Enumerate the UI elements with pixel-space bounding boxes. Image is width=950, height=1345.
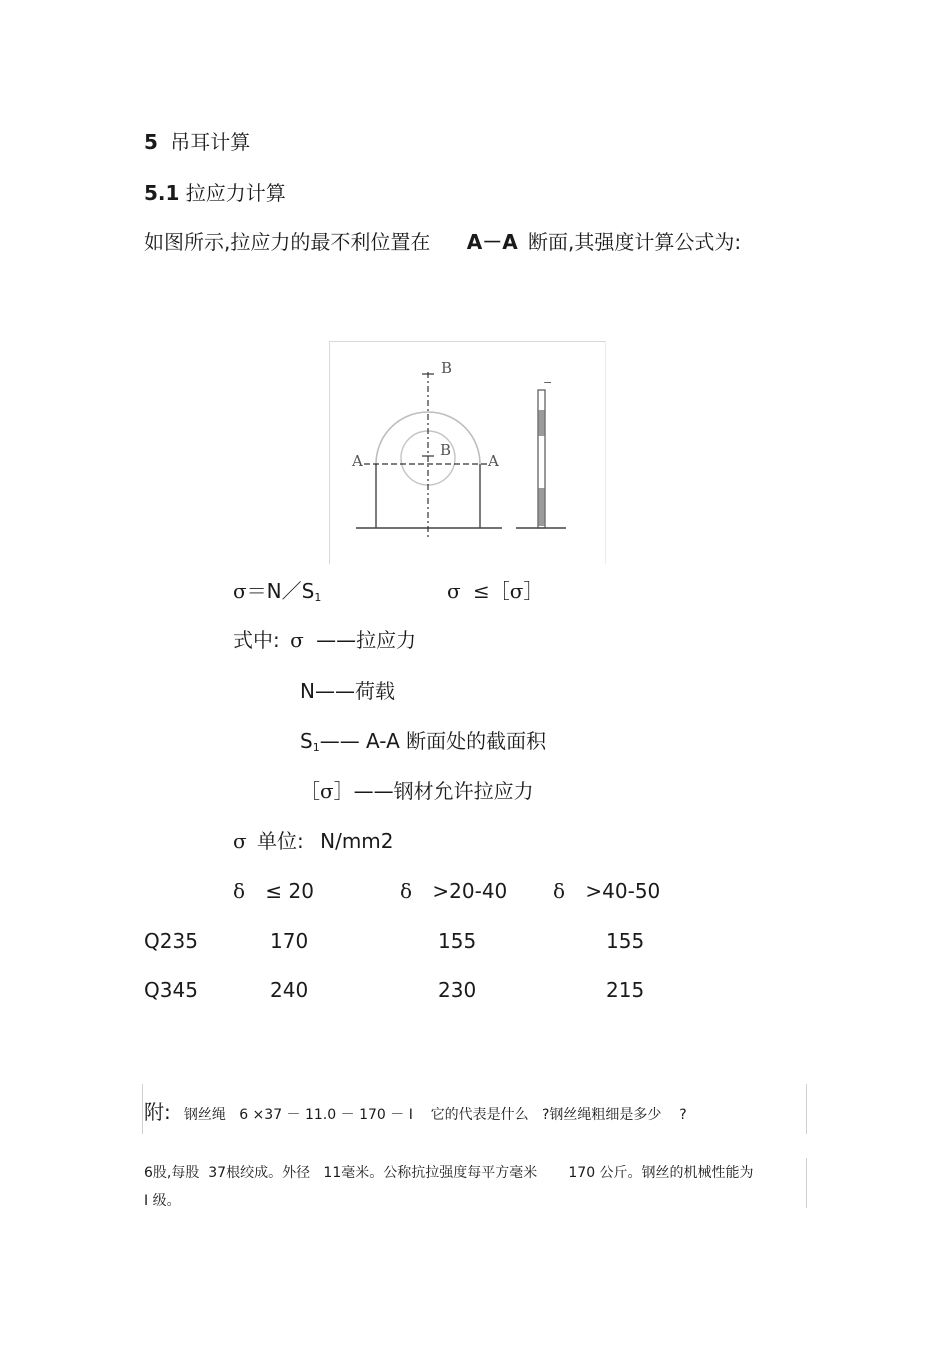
appendix-label: 附:: [144, 1100, 171, 1124]
where-label: 式中:: [233, 628, 280, 652]
section-5-heading: [144, 132, 250, 152]
formula-stress: [233, 581, 321, 603]
where-s-desc: —— A-A 断面处的截面积: [319, 729, 547, 753]
where-n: N——荷载: [300, 679, 395, 703]
table-cell: [270, 980, 308, 1000]
section-5-1-heading: [144, 183, 286, 203]
label-a-right: A: [488, 452, 499, 470]
label-b-top: B: [441, 359, 453, 377]
intro-section-aa: A－A: [466, 230, 518, 254]
table-row: [144, 980, 198, 1000]
condition-le-allowable: ≤［σ］: [473, 579, 544, 603]
section-5-number: 5: [144, 130, 158, 154]
row-2-grade: Q345: [144, 978, 198, 1002]
row-2-value-2: 230: [438, 978, 477, 1002]
appendix-question-text: 钢丝绳 6 ×37 － 11.0 － 170 － I 它的代表是什么 ?钢丝绳粗细是多少 ?: [183, 1107, 687, 1123]
row-1-value-3: 155: [606, 929, 645, 953]
header-3-delta: δ: [553, 879, 566, 903]
lifting-lug-drawing: [330, 342, 605, 564]
where-sigma: σ: [290, 628, 304, 652]
appendix-answer-line-1: 6股,每股 37根绞成。外径 11毫米。公称抗拉强度每平方毫米 170 公斤。钢丝的机械性能为: [144, 1165, 754, 1181]
header-1-delta: δ: [233, 879, 246, 903]
where-line-s1: [300, 731, 546, 753]
table-cell: [438, 931, 476, 951]
unit-label: 单位:: [257, 829, 304, 853]
header-2-range: >20-40: [432, 879, 508, 903]
where-s: S: [300, 729, 313, 753]
answer-border-right: [806, 1158, 807, 1208]
unit-value: N/mm2: [320, 829, 394, 853]
header-2-delta: δ: [400, 879, 413, 903]
appendix-border-left: [142, 1084, 143, 1134]
label-side: −: [543, 376, 553, 389]
where-sigma-desc: ——拉应力: [316, 628, 417, 652]
where-line-sigma: [233, 630, 416, 650]
where-allowable-sym: ［σ］: [300, 779, 354, 803]
section-5-title: 吊耳计算: [170, 130, 251, 154]
side-hatch-upper: [539, 410, 545, 436]
where-allowable-desc: ——钢材允许拉应力: [353, 779, 534, 803]
header-3-range: >40-50: [585, 879, 661, 903]
label-b-center: B: [440, 441, 452, 459]
section-5-1-number: 5.1: [144, 181, 180, 205]
label-a-left: A: [352, 452, 363, 470]
unit-line: [233, 831, 394, 851]
formula-equals: ＝N／S: [246, 579, 315, 603]
where-line-allowable: [300, 781, 534, 801]
row-2-value-3: 215: [606, 978, 645, 1002]
row-2-value-1: 240: [270, 978, 309, 1002]
intro-paragraph: [144, 232, 741, 252]
table-cell: [606, 931, 644, 951]
table-header-3: [553, 881, 660, 901]
table-row: [144, 931, 198, 951]
condition-sigma: σ: [447, 579, 461, 603]
row-1-value-2: 155: [438, 929, 477, 953]
appendix-question: [144, 1102, 687, 1122]
lifting-lug-figure: [329, 341, 606, 564]
intro-text-end: 断面,其强度计算公式为:: [528, 230, 742, 254]
where-s-subscript: 1: [312, 741, 320, 754]
appendix-border-right: [806, 1084, 807, 1134]
formula-subscript: 1: [314, 591, 322, 604]
row-1-grade: Q235: [144, 929, 198, 953]
table-cell: [606, 980, 644, 1000]
formula-condition: [447, 581, 543, 601]
intro-text-start: 如图所示,拉应力的最不利位置在: [144, 230, 431, 254]
table-cell: [270, 931, 308, 951]
table-header-1: [233, 881, 314, 901]
table-header-2: [400, 881, 507, 901]
section-5-1-title: 拉应力计算: [185, 181, 286, 205]
where-line-n: [300, 681, 395, 701]
appendix-answer-line-2: I 级。: [144, 1193, 181, 1209]
side-hatch-lower: [539, 488, 545, 526]
row-1-value-1: 170: [270, 929, 309, 953]
formula-sigma: σ: [233, 579, 247, 603]
header-1-range: ≤ 20: [265, 879, 314, 903]
unit-sigma: σ: [233, 829, 247, 853]
table-cell: [438, 980, 476, 1000]
